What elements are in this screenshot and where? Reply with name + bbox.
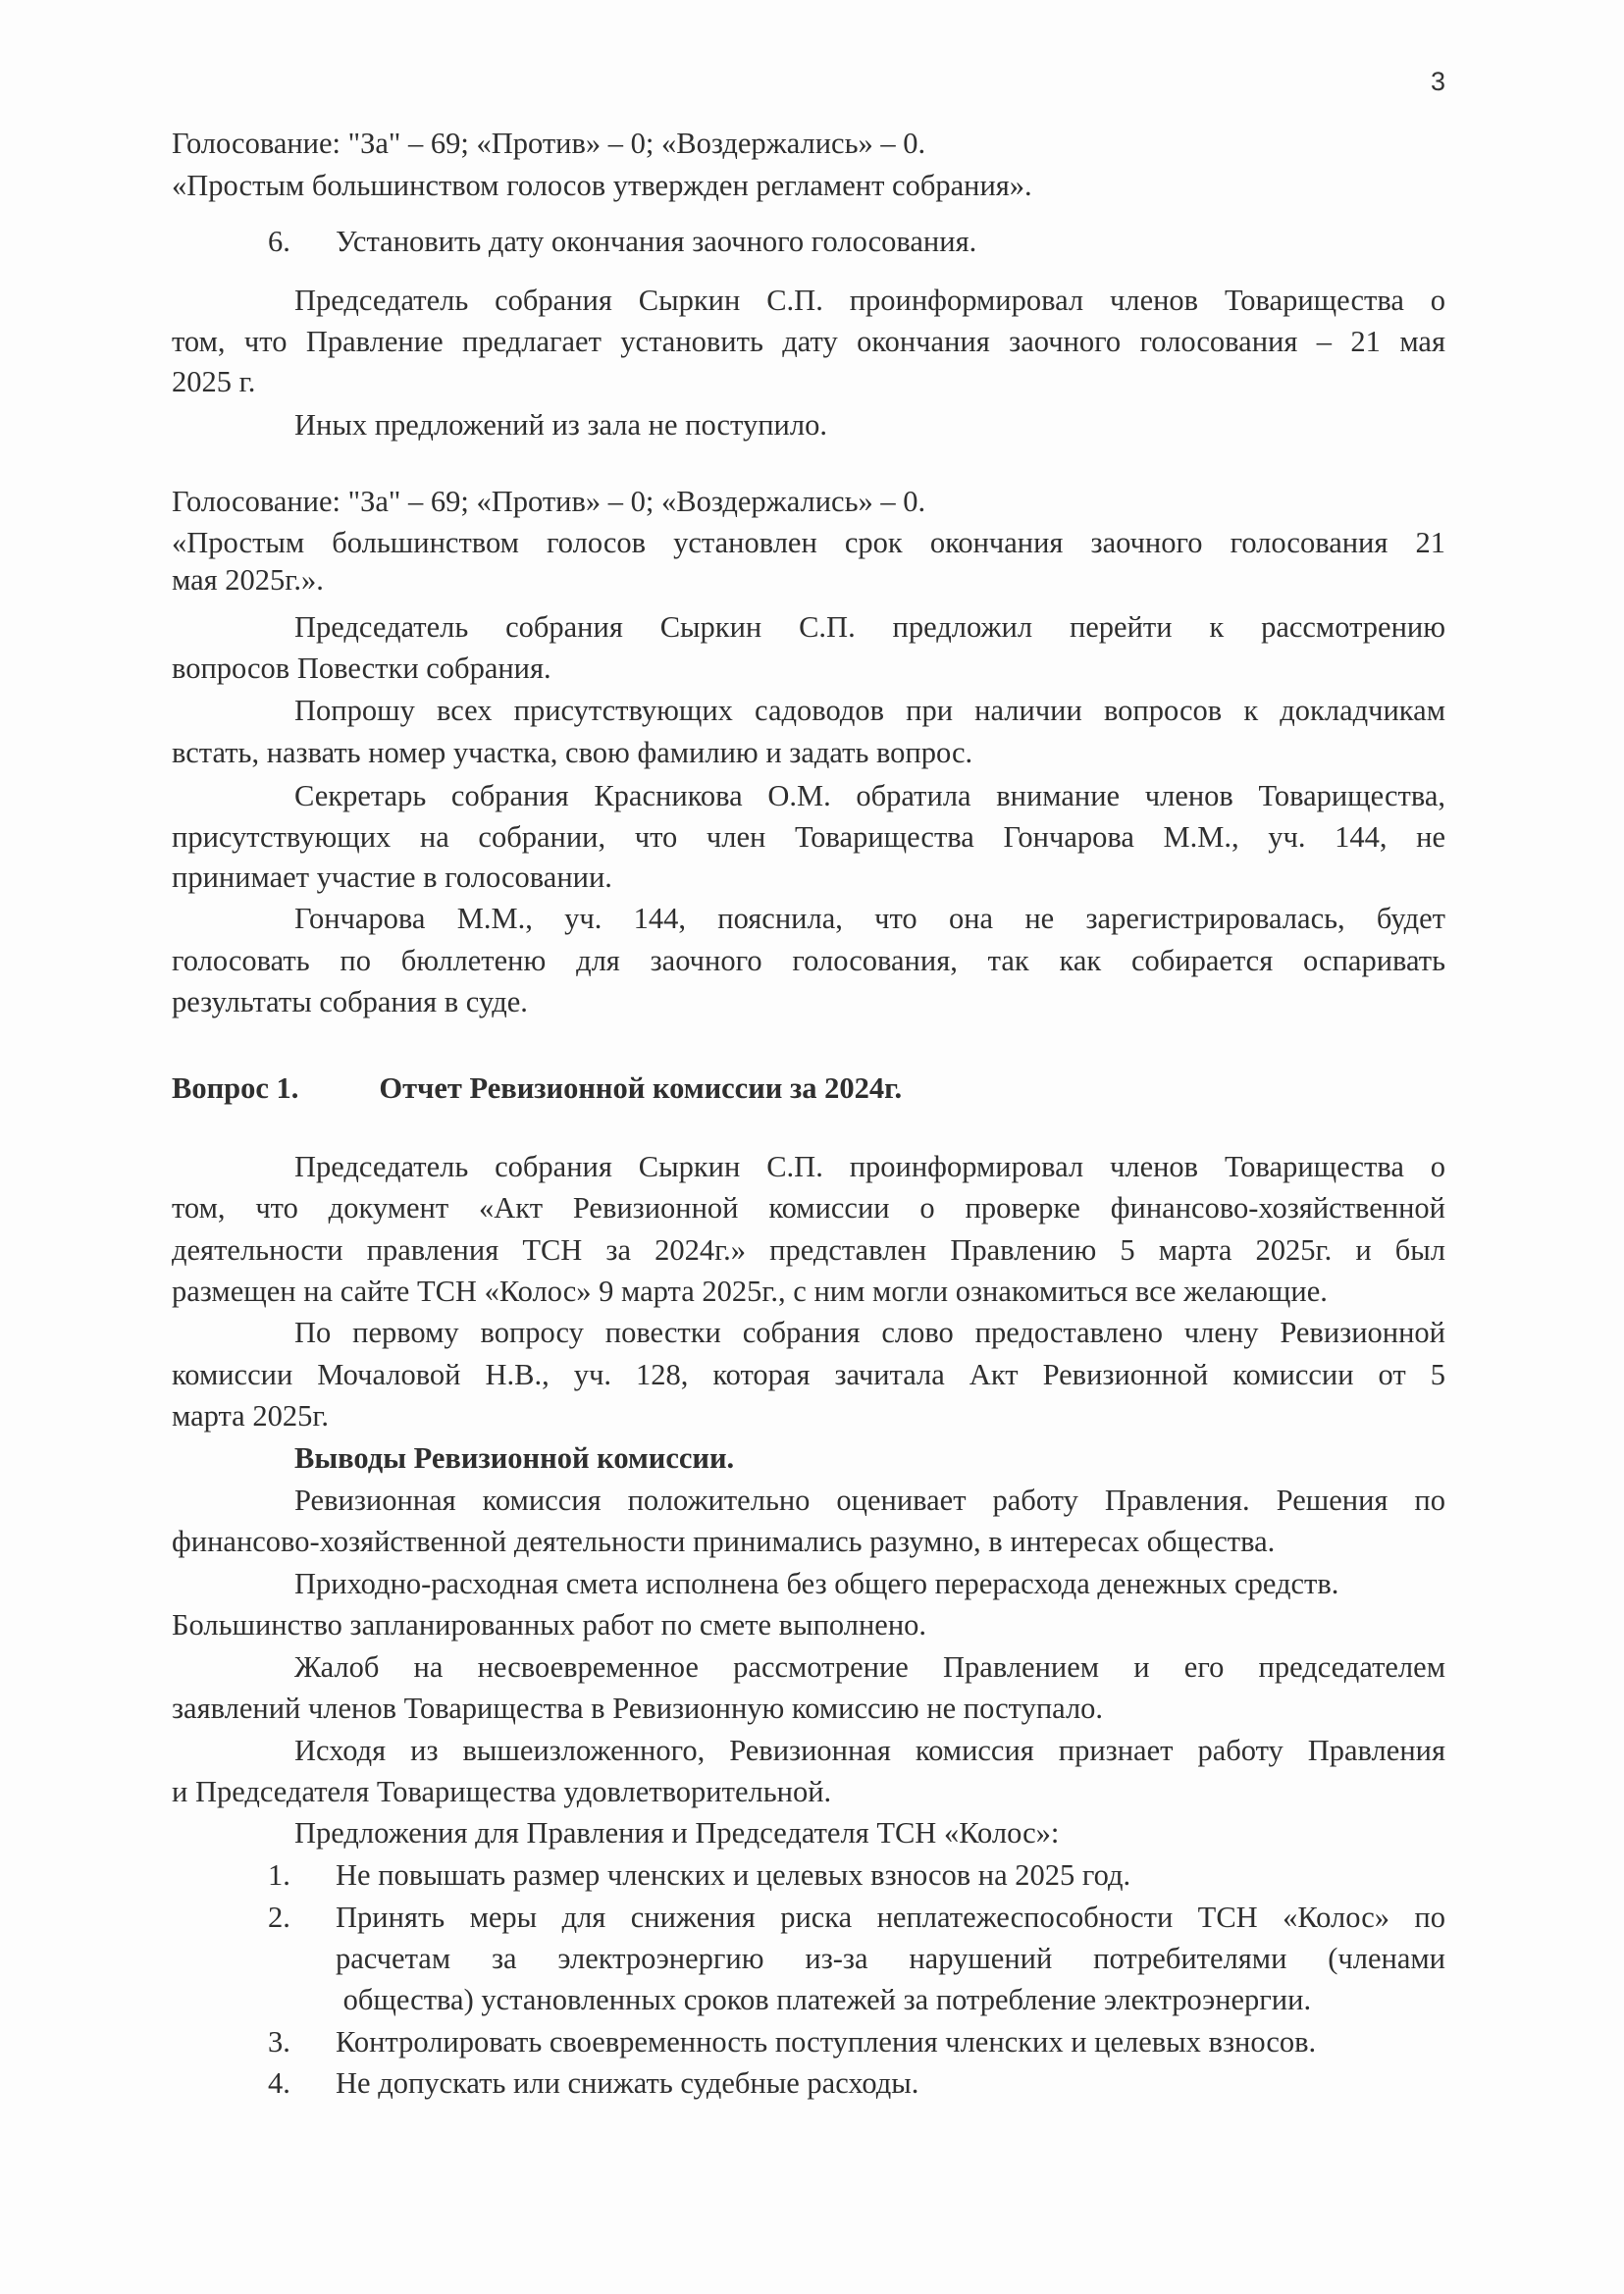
paragraph-line: присутствующих на собрании, что член Товарищества Гончарова М.М., уч. 144, не [172, 820, 1445, 854]
paragraph-line: деятельности правления ТСН за 2024г.» представлен Правлению 5 марта 2025г. и был [172, 1233, 1445, 1267]
paragraph-line: Председатель собрания Сыркин С.П. проинформировал членов Товарищества о [294, 284, 1445, 317]
section-heading [172, 1070, 1445, 1106]
paragraph-line: и Председателя Товарищества удовлетворительной. [172, 1775, 832, 1808]
paragraph-line: Жалоб на несвоевременное рассмотрение Правлением и его председателем [294, 1650, 1445, 1684]
list-item-number: 3. [268, 2025, 290, 2059]
vote-result: Голосование: "За" – 69; «Против» – 0; «Воздержались» – 0. [172, 127, 926, 160]
paragraph-line: финансово-хозяйственной деятельности принимались разумно, в интересах общества. [172, 1525, 1276, 1558]
list-item: Не повышать размер членских и целевых взносов на 2025 год. [336, 1858, 1131, 1892]
paragraph-line: Приходно-расходная смета исполнена без общего перерасхода денежных средств. [294, 1567, 1339, 1600]
paragraph-line: вопросов Повестки собрания. [172, 652, 551, 685]
list-item: Не допускать или снижать судебные расходы. [336, 2066, 919, 2100]
paragraph-line: Председатель собрания Сыркин С.П. проинформировал членов Товарищества о [294, 1150, 1445, 1183]
paragraph-line: Попрошу всех присутствующих садоводов при наличии вопросов к докладчикам [294, 694, 1445, 727]
conclusions-heading: Выводы Ревизионной комиссии. [294, 1441, 735, 1475]
vote-result: Голосование: "За" – 69; «Против» – 0; «Воздержались» – 0. [172, 485, 926, 518]
vote-decision: «Простым большинством голосов утвержден регламент собрания». [172, 169, 1032, 202]
list-item: расчетам за электроэнергию из-за нарушений потребителями (членами [336, 1942, 1445, 1975]
list-item: общества) установленных сроков платежей за потребление электроэнергии. [336, 1983, 1312, 2016]
proposals-intro: Предложения для Правления и Председателя ТСН «Колос»: [294, 1816, 1060, 1850]
paragraph-line: Иных предложений из зала не поступило. [294, 408, 827, 442]
paragraph-line: принимает участие в голосовании. [172, 860, 612, 894]
agenda-item-title: Установить дату окончания заочного голосования. [336, 225, 977, 258]
paragraph-line: Председатель собрания Сыркин С.П. предложил перейти к рассмотрению [294, 610, 1445, 644]
paragraph-line: результаты собрания в суде. [172, 985, 528, 1018]
paragraph-line: Большинство запланированных работ по смете выполнено. [172, 1608, 927, 1642]
list-item: Контролировать своевременность поступления членских и целевых взносов. [336, 2025, 1317, 2059]
paragraph-line: Секретарь собрания Красникова О.М. обратила внимание членов Товарищества, [294, 779, 1445, 812]
list-item-number: 4. [268, 2066, 290, 2100]
paragraph-line: Ревизионная комиссия положительно оценивает работу Правления. Решения по [294, 1484, 1445, 1517]
agenda-item-number: 6. [268, 225, 290, 258]
page-number: 3 [1431, 67, 1446, 96]
paragraph-line: встать, назвать номер участка, свою фамилию и задать вопрос. [172, 736, 973, 769]
paragraph-line: Гончарова М.М., уч. 144, пояснила, что она не зарегистрировалась, будет [294, 902, 1445, 935]
vote-decision: «Простым большинством голосов установлен срок окончания заочного голосования 21 [172, 526, 1445, 559]
question-label: Вопрос 1. [172, 1071, 299, 1105]
paragraph-line: заявлений членов Товарищества в Ревизионную комиссию не поступало. [172, 1692, 1104, 1725]
list-item-number: 2. [268, 1901, 290, 1934]
vote-decision: мая 2025г.». [172, 563, 324, 597]
paragraph-line: голосовать по бюллетеню для заочного голосования, так как собирается оспаривать [172, 944, 1445, 977]
paragraph-line: том, что Правление предлагает установить дату окончания заочного голосования – 21 мая [172, 325, 1445, 358]
paragraph-line: том, что документ «Акт Ревизионной комиссии о проверке финансово-хозяйственной [172, 1191, 1445, 1225]
list-item: Принять меры для снижения риска неплатежеспособности ТСН «Колос» по [336, 1901, 1445, 1934]
paragraph-line: размещен на сайте ТСН «Колос» 9 марта 2025г., с ним могли ознакомиться все желающие. [172, 1275, 1328, 1308]
paragraph-line: По первому вопросу повестки собрания слово предоставлено члену Ревизионной [294, 1316, 1445, 1349]
paragraph-line: комиссии Мочаловой Н.В., уч. 128, которая зачитала Акт Ревизионной комиссии от 5 [172, 1358, 1445, 1391]
paragraph-line: Исходя из вышеизложенного, Ревизионная комиссия признает работу Правления [294, 1734, 1445, 1767]
list-item-number: 1. [268, 1858, 290, 1892]
paragraph-line: 2025 г. [172, 365, 256, 398]
question-title: Отчет Ревизионной комиссии за 2024г. [379, 1071, 903, 1105]
paragraph-line: марта 2025г. [172, 1399, 330, 1433]
